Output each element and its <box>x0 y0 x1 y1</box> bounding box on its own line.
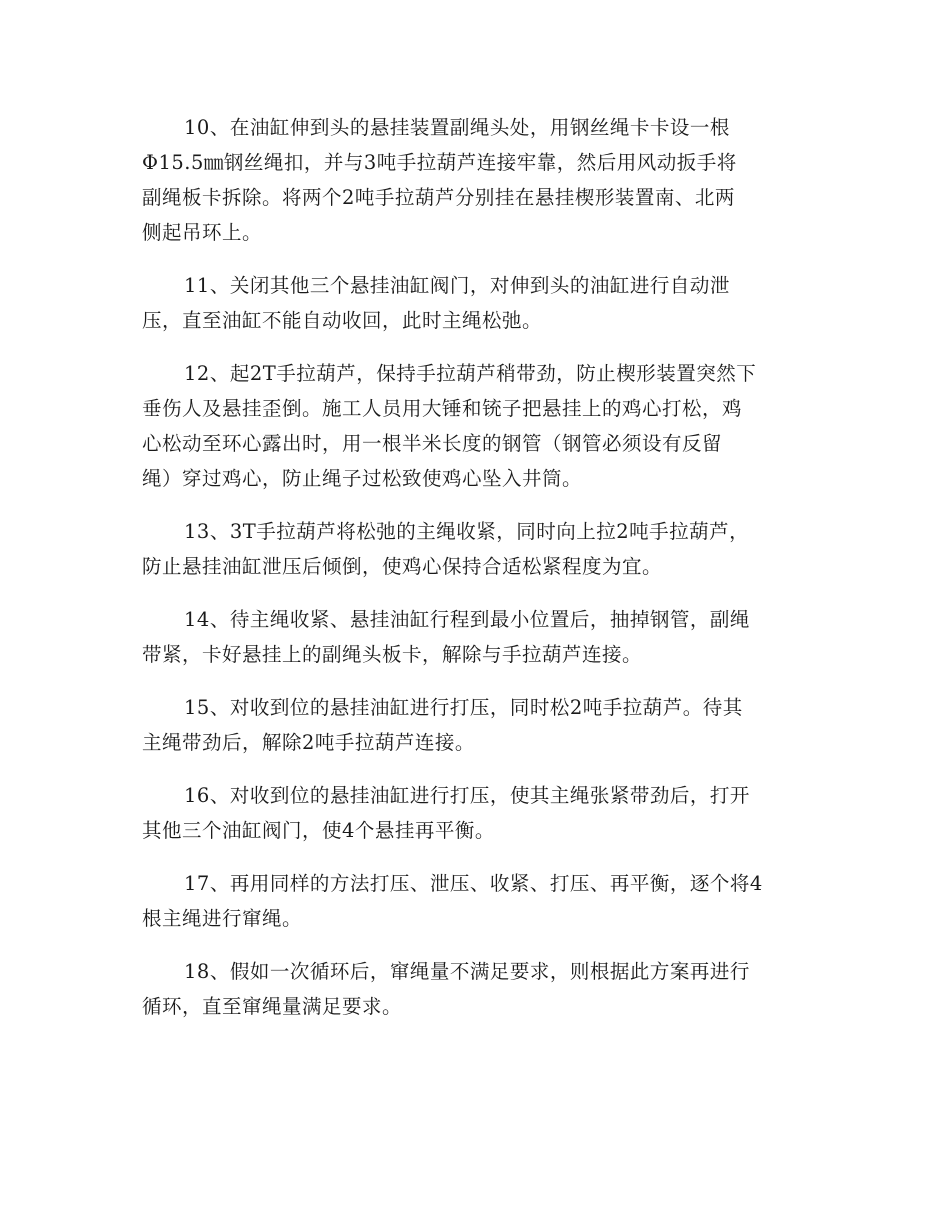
text-line: 17、再用同样的方法打压、泄压、收紧、打压、再平衡，逐个将4 <box>184 872 763 895</box>
paragraph-16 <box>142 778 822 848</box>
text-line: 带紧，卡好悬挂上的副绳头板卡，解除与手拉葫芦连接。 <box>142 643 643 666</box>
text-line: 11、关闭其他三个悬挂油缸阀门，对伸到头的油缸进行自动泄 <box>184 274 730 297</box>
text-line: 侧起吊环上。 <box>142 221 263 244</box>
paragraph-18 <box>142 954 822 1024</box>
text-line: 主绳带劲后，解除2吨手拉葫芦连接。 <box>142 731 475 754</box>
text-line: 心松动至环心露出时，用一根半米长度的钢管（钢管必须设有反留 <box>142 432 723 455</box>
text-line: 防止悬挂油缸泄压后倾倒，使鸡心保持合适松紧程度为宜。 <box>142 555 663 578</box>
text-line: 根主绳进行窜绳。 <box>142 907 303 930</box>
paragraph-11 <box>142 268 822 338</box>
text-line: 13、3T手拉葫芦将松弛的主绳收紧，同时向上拉2吨手拉葫芦， <box>184 520 750 543</box>
document-body <box>142 110 822 1042</box>
text-line: 10、在油缸伸到头的悬挂装置副绳头处，用钢丝绳卡卡设一根 <box>184 116 730 139</box>
text-line: 15、对收到位的悬挂油缸进行打压，同时松2吨手拉葫芦。待其 <box>184 696 743 719</box>
text-line: 16、对收到位的悬挂油缸进行打压，使其主绳张紧带劲后，打开 <box>184 784 750 807</box>
paragraph-13 <box>142 514 822 584</box>
paragraph-17 <box>142 866 822 936</box>
text-line: 其他三个油缸阀门，使4个悬挂再平衡。 <box>142 819 495 842</box>
text-line: 垂伤人及悬挂歪倒。施工人员用大锤和铳子把悬挂上的鸡心打松，鸡 <box>142 397 743 420</box>
text-line: 副绳板卡拆除。将两个2吨手拉葫芦分别挂在悬挂楔形装置南、北两 <box>142 186 735 209</box>
paragraph-12 <box>142 356 822 496</box>
text-line: Φ15.5㎜钢丝绳扣，并与3吨手拉葫芦连接牢靠，然后用风动扳手将 <box>142 151 737 174</box>
text-line: 绳）穿过鸡心，防止绳子过松致使鸡心坠入井筒。 <box>142 467 583 490</box>
paragraph-14 <box>142 602 822 672</box>
paragraph-10 <box>142 110 822 250</box>
text-line: 循环，直至窜绳量满足要求。 <box>142 995 403 1018</box>
text-line: 14、待主绳收紧、悬挂油缸行程到最小位置后，抽掉钢管，副绳 <box>184 608 750 631</box>
paragraph-15 <box>142 690 822 760</box>
text-line: 18、假如一次循环后，窜绳量不满足要求，则根据此方案再进行 <box>184 960 750 983</box>
text-line: 12、起2T手拉葫芦，保持手拉葫芦稍带劲，防止楔形装置突然下 <box>184 362 757 385</box>
text-line: 压，直至油缸不能自动收回，此时主绳松弛。 <box>142 309 543 332</box>
